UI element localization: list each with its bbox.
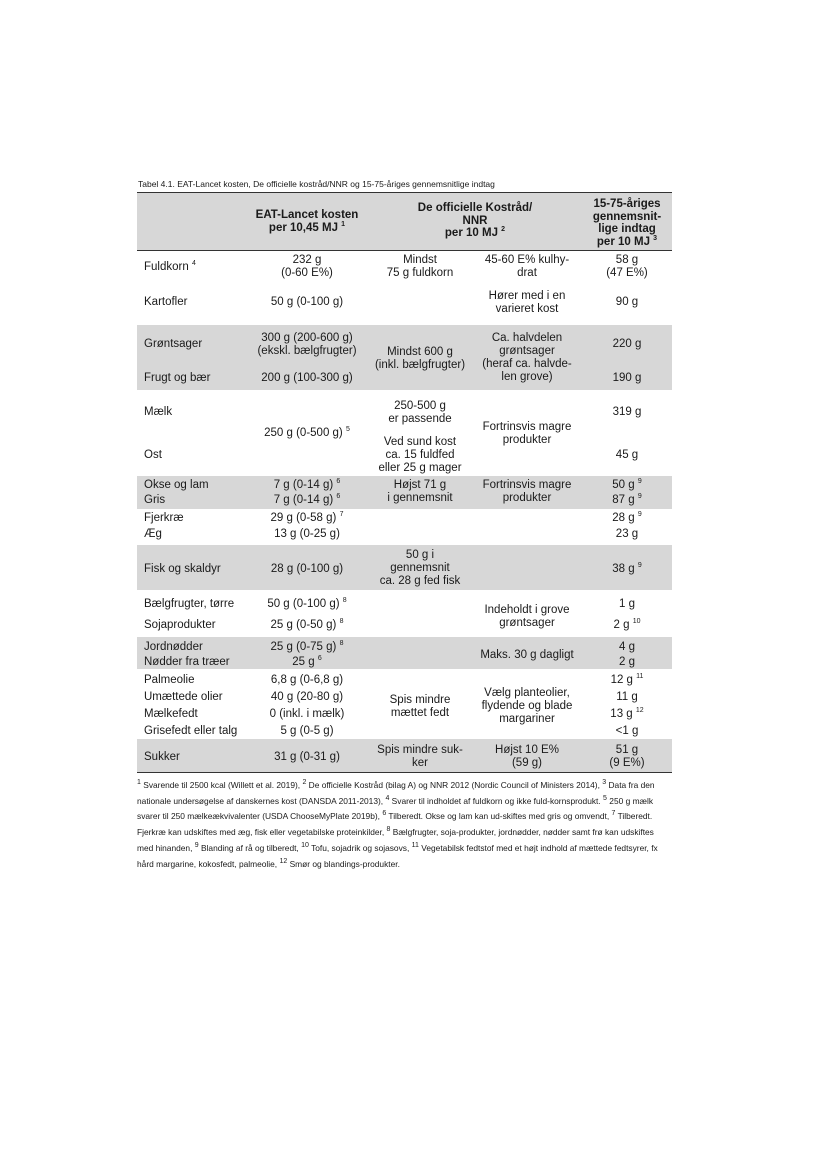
cell-soja-intake: 2 g $^{10}$ — [613, 618, 641, 631]
cell-frugt-intake: 190 g — [612, 372, 642, 384]
cell-grisefedt-eat: 5 g (0-5 g) — [280, 725, 334, 737]
cell-okse-intake: 50 g $^9$ — [612, 478, 642, 491]
row-label-sukker: Sukker — [144, 751, 180, 763]
row-label-soja: Sojaprodukter — [144, 619, 216, 631]
cell-maelkefedt-eat: 0 (inkl. i mælk) — [269, 708, 345, 720]
row-label-grisefedt: Grisefedt eller talg — [144, 725, 238, 737]
footnotes — [137, 778, 672, 872]
row-label-okse: Okse og lam — [144, 479, 209, 491]
cell-kod-off-b: Fortrinsvis magre produkter — [482, 479, 572, 504]
row-label-gris: Gris — [144, 494, 166, 506]
cell-fuldkorn-eat: 232 g (0-60 E%) — [281, 254, 333, 279]
row-label-umaettede: Umættede olier — [144, 691, 223, 703]
cell-grisefedt-intake: <1 g — [615, 725, 639, 737]
footnote: $^{12}$ Smør og blandings-produkter. — [279, 857, 400, 869]
cell-ost-intake: 45 g — [615, 449, 639, 461]
cell-noedder-off-b: Maks. 30 g dagligt — [480, 649, 574, 661]
cell-okse-eat: 7 g (0-14 g) $^6$ — [273, 478, 341, 491]
footnote: $^2$ De officielle Kostråd (bilag A) og NNR 2012 (Nordic Council of Ministers 2014), — [302, 779, 603, 790]
cell-baelg-intake: 1 g — [619, 598, 635, 610]
cell-maelk-intake: 319 g — [612, 406, 642, 418]
row-label-fisk: Fisk og skaldyr — [144, 563, 221, 575]
cell-gris-intake: 87 g $^9$ — [612, 493, 642, 506]
top-rule — [137, 192, 672, 193]
cell-fuldkorn-intake: 58 g (47 E%) — [606, 254, 648, 279]
cell-kartofler-eat: 50 g (0-100 g) — [270, 296, 344, 308]
header-rule — [137, 250, 672, 251]
cell-fisk-intake: 38 g $^9$ — [612, 562, 642, 575]
cell-grontsager-off-b: Ca. halvdelen grøntsager (heraf ca. halvde- len grove) — [482, 332, 572, 383]
header-eat: EAT-Lancet kosten per 10,45 MJ $^1$ — [255, 209, 359, 234]
footnote: $^6$ Tilberedt. Okse og lam kan ud-skiftes med gris og omvendt, — [382, 810, 612, 822]
row-label-jord: Jordnødder — [144, 641, 203, 653]
row-label-maelk: Mælk — [144, 406, 173, 418]
row-label-ost: Ost — [144, 449, 162, 461]
footnote: $^{11}$ Vegetabilsk fedtstof med et højt indhold af mættede fedtsyrer, fx hård margarine, kokosfedt, palmeolie, — [137, 842, 658, 869]
cell-fedt-off-a: Spis mindre mættet fedt — [389, 694, 451, 719]
cell-aeg-intake: 23 g — [615, 528, 639, 540]
footnote: $^7$ Tilberedt. Fjerkræ kan udskiftes med æg, fisk eller vegetabilske proteinkilder, — [137, 810, 653, 838]
cell-fjerkrae-eat: 29 g (0-58 g) $^7$ — [270, 511, 344, 524]
row-label-baelg: Bælgfrugter, tørre — [144, 598, 235, 610]
cell-noedder-intake: 2 g — [619, 656, 635, 668]
cell-aeg-eat: 13 g (0-25 g) — [274, 528, 340, 540]
cell-umaettede-intake: 11 g — [616, 691, 638, 703]
cell-sukker-off-a: Spis mindre suk- ker — [377, 744, 463, 769]
row-label-palme: Palmeolie — [144, 674, 195, 686]
cell-fjerkrae-intake: 28 g $^9$ — [612, 511, 642, 524]
cell-jord-intake: 4 g — [619, 641, 635, 653]
cell-mejeri-off-a2: Ved sund kost ca. 15 fuldfed eller 25 g mager — [378, 436, 462, 474]
bottom-rule — [137, 772, 672, 773]
cell-soja-eat: 25 g (0-50 g) $^8$ — [270, 618, 344, 631]
header-intake: 15-75-åriges gennemsnit- lige indtag per 10 MJ $^3$ — [592, 198, 662, 248]
row-label-frugt: Frugt og bær — [144, 372, 211, 384]
cell-grontsager-intake: 220 g — [612, 338, 642, 350]
row-label-fjerkrae: Fjerkræ — [144, 512, 184, 524]
cell-mejeri-off-a1: 250-500 g er passende — [388, 400, 452, 425]
cell-palme-intake: 12 g $^{11}$ — [610, 673, 644, 686]
cell-grontsager-eat: 300 g (200-600 g) (ekskl. bælgfrugter) — [257, 332, 357, 357]
cell-palme-eat: 6,8 g (0-6,8 g) — [270, 674, 344, 686]
cell-sukker-eat: 31 g (0-31 g) — [274, 751, 340, 763]
cell-fisk-off-a: 50 g i gennemsnit ca. 28 g fed fisk — [379, 549, 461, 587]
cell-mejeri-eat: 250 g (0-500 g) $^5$ — [264, 426, 350, 439]
cell-umaettede-eat: 40 g (20-80 g) — [270, 691, 344, 703]
footnote: $^5$ 250 g mælk svarer til 250 mælkeækvivalenter (USDA ChooseMyPlate 2019b), — [137, 794, 654, 822]
cell-mejeri-off-b: Fortrinsvis magre produkter — [482, 421, 572, 446]
cell-fuldkorn-off-a: Mindst 75 g fuldkorn — [386, 254, 454, 279]
cell-sukker-intake: 51 g (9 E%) — [609, 744, 645, 769]
row-label-maelkefedt: Mælkefedt — [144, 708, 198, 720]
cell-kod-off-a: Højst 71 g i gennemsnit — [387, 479, 453, 504]
footnote: $^4$ Svarer til indholdet af fuldkorn og ikke fuld-kornsprodukt. — [385, 794, 604, 806]
cell-maelkefedt-intake: 13 g $^{12}$ — [610, 707, 644, 720]
cell-kartofler-off-b: Hører med i en varieret kost — [488, 290, 566, 315]
cell-noedder-eat: 25 g $^6$ — [292, 655, 322, 668]
footnote: $^1$ Svarende til 2500 kcal (Willett et al. 2019), — [137, 779, 303, 790]
row-label-aeg: Æg — [144, 528, 162, 540]
cell-fuldkorn-off-b: 45-60 E% kulhy- drat — [484, 254, 570, 279]
cell-baelg-eat: 50 g (0-100 g) $^8$ — [267, 597, 347, 610]
footnote: $^{10}$ Tofu, sojadrik og sojasovs, — [301, 842, 412, 853]
cell-sukker-off-b: Højst 10 E% (59 g) — [495, 744, 559, 769]
footnote: $^8$ Bælgfrugter, soja-produkter, jordnødder, nødder samt frø kan udskiftes med hinanden, — [137, 826, 654, 853]
cell-frugt-eat: 200 g (100-300 g) — [261, 372, 353, 384]
row-label-grontsager: Grøntsager — [144, 338, 203, 350]
footnote: $^3$ Data fra den nationale undersøgelse af danskernes kost (DANSDA 2011-2013), — [137, 779, 655, 806]
cell-gris-eat: 7 g (0-14 g) $^6$ — [273, 493, 341, 506]
cell-fisk-eat: 28 g (0-100 g) — [270, 563, 344, 575]
header-official: De officielle Kostråd/ NNR per 10 MJ $^2$ — [417, 202, 533, 239]
footnote: $^9$ Blanding af rå og tilberedt, — [194, 842, 302, 853]
cell-fedt-off-b: Vælg planteolier, flydende og blade margariner — [481, 687, 573, 725]
row-label-noedder: Nødder fra træer — [144, 656, 230, 668]
cell-kartofler-intake: 90 g — [615, 296, 639, 308]
cell-baelg-off-b: Indeholdt i grove grøntsager — [484, 604, 570, 629]
cell-jord-eat: 25 g (0-75 g) $^8$ — [270, 640, 344, 653]
row-label-fuldkorn: Fuldkorn $^4$ — [144, 260, 196, 273]
row-label-kartofler: Kartofler — [144, 296, 188, 308]
table-caption: Tabel 4.1. EAT-Lancet kosten, De officielle kostråd/NNR og 15-75-åriges gennemsnitlige indtag — [138, 179, 495, 189]
cell-grontsager-off-a: Mindst 600 g (inkl. bælgfrugter) — [374, 346, 466, 371]
